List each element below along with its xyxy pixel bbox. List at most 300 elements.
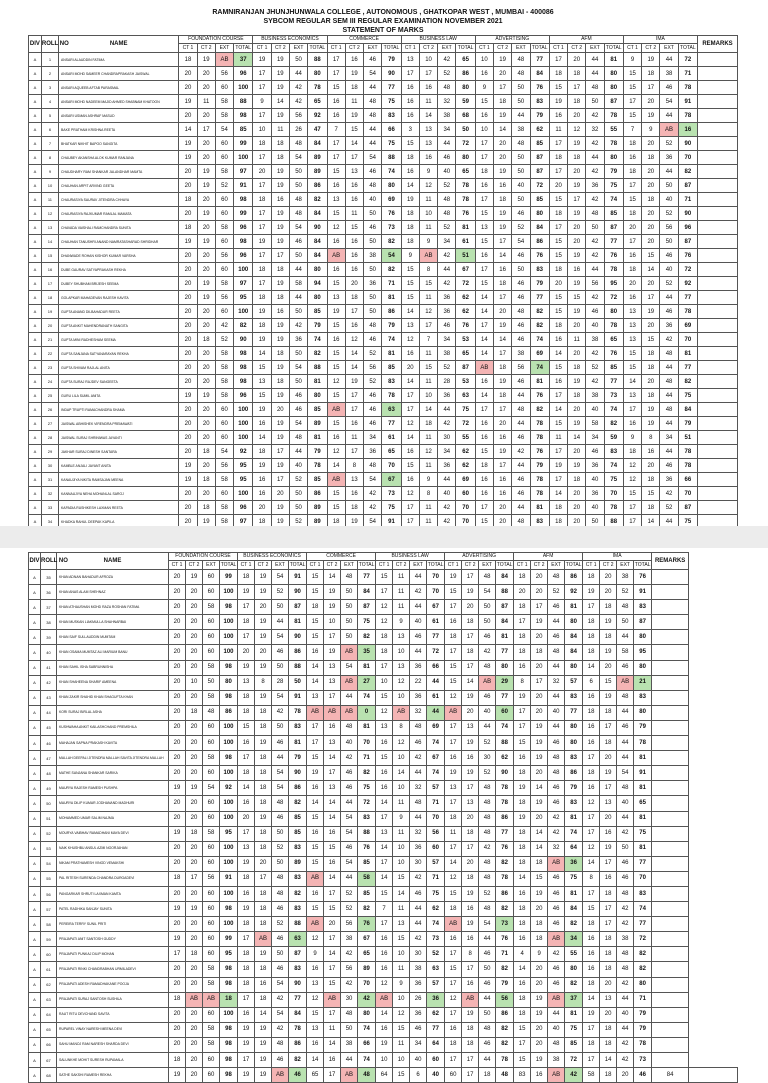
- mark-cell: 20: [179, 501, 197, 515]
- mark-cell: 56: [586, 277, 604, 291]
- subject-total-cell: 80: [220, 675, 238, 690]
- subject-total-cell: 53: [456, 333, 475, 347]
- mark-cell: 20: [186, 1068, 203, 1083]
- div-cell: A: [29, 347, 42, 361]
- mark-cell: 17: [549, 221, 567, 235]
- student-name-cell: GURU LILA SUMIL ANITA: [59, 389, 179, 403]
- mark-cell: 15: [327, 81, 345, 95]
- mark-cell: 17: [253, 249, 271, 263]
- mark-cell: 42: [438, 515, 456, 529]
- mark-cell: 19: [179, 151, 197, 165]
- div-cell: A: [29, 856, 41, 871]
- mark-cell: 14: [376, 1007, 393, 1022]
- mark-cell: 12: [445, 690, 462, 705]
- mark-cell: 17: [494, 235, 512, 249]
- mark-cell: 42: [586, 193, 604, 207]
- mark-cell: 42: [548, 947, 565, 962]
- mark-cell: 17: [401, 67, 419, 81]
- roll-no-cell: 20: [41, 319, 58, 333]
- mark-cell: 15: [327, 361, 345, 375]
- mark-cell: 16: [623, 249, 641, 263]
- mark-cell: 12: [327, 445, 345, 459]
- mark-cell: 46: [660, 459, 678, 473]
- mark-cell: 44: [660, 53, 678, 67]
- remarks-cell: [698, 389, 738, 403]
- subject-total-cell: 78: [382, 389, 401, 403]
- student-row: [29, 361, 738, 375]
- subject-total-cell: 83: [634, 600, 652, 615]
- mark-cell: 20: [568, 165, 586, 179]
- subject-total-cell: 91: [634, 585, 652, 600]
- subject-total-cell: 100: [220, 645, 238, 660]
- student-name-cell: MOURYA VAIBHAV RAMADHANI MAYA DEVI: [57, 826, 169, 841]
- student-name-cell: KHAN OSAMA MUMTAZ ALI MARIUM BANU: [57, 645, 169, 660]
- subject-total-cell: 81: [565, 886, 583, 901]
- remarks-cell: [698, 193, 738, 207]
- sub-column-header: TOTAL: [457, 44, 474, 51]
- mark-cell: 16: [307, 962, 324, 977]
- mark-cell: 19: [169, 932, 186, 947]
- mark-cell: 13: [324, 675, 341, 690]
- mark-cell: 50: [289, 347, 307, 361]
- mark-cell: 16: [376, 947, 393, 962]
- mark-cell: 18: [623, 165, 641, 179]
- mark-cell: 16: [307, 826, 324, 841]
- mark-cell: 16: [401, 165, 419, 179]
- mark-cell: 14: [600, 1053, 617, 1068]
- mark-cell: 44: [548, 1007, 565, 1022]
- mark-cell: 18: [327, 515, 345, 529]
- mark-cell: 16: [324, 720, 341, 735]
- absent-mark-cell: AB: [445, 917, 462, 932]
- mark-cell: 14: [324, 871, 341, 886]
- mark-cell: 20: [197, 319, 215, 333]
- mark-cell: 54: [215, 445, 233, 459]
- mark-cell: 9: [419, 235, 437, 249]
- roll-no-cell: 54: [41, 856, 57, 871]
- subject-total-cell: 75: [604, 473, 623, 487]
- subject-total-cell: 98: [220, 902, 238, 917]
- subject-total-cell: 34: [565, 932, 583, 947]
- mark-cell: 18: [600, 1068, 617, 1083]
- mark-cell: 15: [345, 221, 363, 235]
- mark-cell: 19: [179, 235, 197, 249]
- mark-cell: 12: [419, 445, 437, 459]
- student-name-cell: GUPTA SHIVAM RAJLAL ANITA: [59, 361, 179, 375]
- mark-cell: 36: [410, 841, 427, 856]
- mark-cell: 15: [475, 207, 493, 221]
- mark-cell: 20: [169, 720, 186, 735]
- roll-no-cell: 66: [41, 1037, 57, 1052]
- sub-column-header: CT 2: [494, 44, 512, 53]
- mark-cell: 16: [623, 417, 641, 431]
- mark-cell: 15: [549, 417, 567, 431]
- mark-cell: 18: [238, 615, 255, 630]
- mark-cell: 58: [617, 645, 634, 660]
- subject-total-cell: 80: [308, 291, 327, 305]
- subject-total-cell: 80: [456, 151, 475, 165]
- mark-cell: 42: [512, 445, 530, 459]
- mark-cell: 46: [410, 630, 427, 645]
- mark-cell: 32: [586, 123, 604, 137]
- mark-cell: 18: [531, 932, 548, 947]
- mark-cell: 9: [393, 615, 410, 630]
- div-cell: A: [29, 977, 41, 992]
- subject-header: IMA: [583, 553, 652, 561]
- mark-cell: 40: [410, 1053, 427, 1068]
- subject-total-cell: 82: [289, 1053, 307, 1068]
- absent-mark-cell: AB: [479, 675, 496, 690]
- mark-cell: 9: [623, 53, 641, 67]
- subject-total-cell: 87: [530, 151, 549, 165]
- mark-cell: 16: [376, 781, 393, 796]
- student-name-cell: KHAN SHAHEENA SHARIF AMEENA: [57, 675, 169, 690]
- mark-cell: 58: [203, 962, 220, 977]
- mark-cell: 19: [255, 660, 272, 675]
- mark-cell: 46: [617, 856, 634, 871]
- subject-total-cell: 57: [565, 675, 583, 690]
- mark-cell: 15: [307, 1007, 324, 1022]
- mark-cell: 48: [512, 67, 530, 81]
- mark-cell: 19: [186, 902, 203, 917]
- subject-total-cell: 75: [358, 615, 376, 630]
- roll-no-cell: 35: [41, 570, 57, 585]
- roll-no-cell: 31: [41, 473, 58, 487]
- subject-total-cell: 82: [308, 347, 327, 361]
- sub-column-header: TOTAL: [383, 44, 400, 51]
- mark-cell: 15: [253, 361, 271, 375]
- mark-cell: 44: [272, 615, 289, 630]
- subject-total-cell: 91: [220, 871, 238, 886]
- subject-total-cell: 81: [634, 841, 652, 856]
- mark-cell: 17: [401, 389, 419, 403]
- sub-column-header: CT 2: [419, 44, 437, 53]
- mark-cell: 58: [203, 1037, 220, 1052]
- subject-total-cell: 81: [530, 375, 549, 389]
- mark-cell: 58: [215, 389, 233, 403]
- mark-cell: 11: [197, 95, 215, 109]
- subject-total-cell: 78: [496, 781, 514, 796]
- student-name-cell: PRAJAPATI ADESH RAMADHAKANE POOJA: [57, 977, 169, 992]
- mark-cell: 14: [324, 1037, 341, 1052]
- subject-total-cell: 90: [289, 766, 307, 781]
- mark-cell: 50: [341, 1022, 358, 1037]
- mark-cell: 15: [514, 736, 531, 751]
- student-row: [29, 207, 738, 221]
- student-row: [29, 751, 738, 766]
- mark-cell: 54: [272, 690, 289, 705]
- mark-cell: 15: [623, 347, 641, 361]
- div-cell: A: [29, 947, 41, 962]
- mark-cell: 16: [324, 856, 341, 871]
- subject-total-cell: 76: [604, 347, 623, 361]
- mark-cell: 18: [600, 962, 617, 977]
- mark-cell: 20: [179, 179, 197, 193]
- mark-cell: 16: [419, 151, 437, 165]
- mark-cell: 13: [376, 720, 393, 735]
- marks-table-1: [28, 35, 738, 529]
- mark-cell: 44: [479, 720, 496, 735]
- subject-total-cell: 69: [427, 720, 445, 735]
- subject-total-cell: 99: [220, 932, 238, 947]
- mark-cell: 54: [341, 660, 358, 675]
- subject-total-cell: 98: [234, 235, 253, 249]
- mark-cell: 54: [364, 67, 382, 81]
- subject-total-cell: 80: [530, 207, 549, 221]
- student-name-cell: KHAN SAIF SULLAUDDIN MUMTAM: [57, 630, 169, 645]
- mark-cell: 18: [642, 501, 660, 515]
- mark-cell: 48: [586, 81, 604, 95]
- subject-total-cell: 98: [220, 1022, 238, 1037]
- mark-cell: 15: [307, 811, 324, 826]
- subject-total-cell: 77: [604, 235, 623, 249]
- subject-total-cell: 50: [289, 675, 307, 690]
- mark-cell: 16: [345, 249, 363, 263]
- mark-cell: 17: [327, 67, 345, 81]
- mark-cell: 18: [583, 570, 600, 585]
- mark-cell: 12: [583, 841, 600, 856]
- sub-column-header: CT 2: [345, 44, 363, 53]
- mark-cell: 15: [345, 123, 363, 137]
- mark-cell: 30: [410, 947, 427, 962]
- mark-cell: 15: [327, 347, 345, 361]
- mark-cell: 16: [401, 95, 419, 109]
- mark-cell: 14: [324, 570, 341, 585]
- mark-cell: 60: [203, 1007, 220, 1022]
- mark-cell: 18: [238, 705, 255, 720]
- mark-cell: 20: [531, 977, 548, 992]
- div-cell: A: [29, 781, 41, 796]
- mark-cell: 19: [255, 947, 272, 962]
- mark-cell: 19: [179, 459, 197, 473]
- mark-cell: 16: [345, 319, 363, 333]
- subject-total-cell: 98: [234, 375, 253, 389]
- mark-cell: 16: [238, 1007, 255, 1022]
- mark-cell: 19: [169, 902, 186, 917]
- subject-total-cell: 78: [308, 81, 327, 95]
- mark-cell: 15: [327, 207, 345, 221]
- mark-cell: 16: [401, 445, 419, 459]
- mark-cell: 20: [253, 501, 271, 515]
- mark-cell: 20: [179, 487, 197, 501]
- subject-total-cell: 75: [565, 871, 583, 886]
- mark-cell: 16: [445, 751, 462, 766]
- mark-cell: 19: [642, 417, 660, 431]
- mark-cell: 48: [479, 781, 496, 796]
- mark-cell: 15: [623, 109, 641, 123]
- subject-total-cell: 76: [382, 207, 401, 221]
- mark-cell: 15: [401, 277, 419, 291]
- subject-total-cell: 63: [382, 403, 401, 417]
- remarks-cell: [698, 263, 738, 277]
- mark-cell: 15: [393, 1022, 410, 1037]
- sub-column-header: TOTAL: [427, 561, 444, 568]
- mark-cell: 46: [548, 917, 565, 932]
- mark-cell: 18: [255, 781, 272, 796]
- mark-cell: 17: [462, 962, 479, 977]
- mark-cell: 48: [364, 109, 382, 123]
- mark-cell: 19: [514, 781, 531, 796]
- mark-cell: 52: [289, 473, 307, 487]
- mark-cell: 9: [253, 95, 271, 109]
- mark-cell: 15: [327, 487, 345, 501]
- subject-total-cell: 78: [308, 459, 327, 473]
- mark-cell: 14: [494, 123, 512, 137]
- mark-cell: 20: [600, 751, 617, 766]
- mark-cell: 50: [289, 165, 307, 179]
- absent-mark-cell: AB: [327, 249, 345, 263]
- mark-cell: 16: [307, 886, 324, 901]
- student-row: [29, 473, 738, 487]
- mark-cell: 18: [514, 630, 531, 645]
- mark-cell: 19: [271, 235, 289, 249]
- mark-cell: 17: [445, 1053, 462, 1068]
- remarks-cell: [698, 123, 738, 137]
- subject-total-cell: 78: [289, 1022, 307, 1037]
- mark-cell: 16: [324, 826, 341, 841]
- student-name-cell: ANSARI USMAN ASHRAF MASUD: [59, 109, 179, 123]
- subject-total-cell: 85: [308, 403, 327, 417]
- subject-total-cell: 79: [308, 319, 327, 333]
- mark-cell: 18: [549, 67, 567, 81]
- mark-cell: 18: [549, 263, 567, 277]
- remarks-cell: [652, 841, 689, 856]
- subject-total-cell: 77: [604, 375, 623, 389]
- mark-cell: 16: [307, 781, 324, 796]
- mark-cell: 17: [345, 403, 363, 417]
- mark-cell: 20: [494, 67, 512, 81]
- div-cell: A: [29, 319, 42, 333]
- mark-cell: 18: [600, 705, 617, 720]
- mark-cell: 10: [393, 841, 410, 856]
- subject-total-cell: 96: [234, 501, 253, 515]
- div-cell: A: [29, 417, 42, 431]
- mark-cell: 38: [586, 333, 604, 347]
- sub-column-header: EXT: [660, 44, 678, 53]
- student-name-cell: CHAUHAN ARPIT ARVIND GEETA: [59, 179, 179, 193]
- subject-total-cell: 85: [234, 123, 253, 137]
- subject-total-cell: 88: [289, 917, 307, 932]
- mark-cell: 20: [197, 375, 215, 389]
- mark-cell: 9: [642, 123, 660, 137]
- mark-cell: 19: [238, 660, 255, 675]
- mark-cell: 17: [238, 992, 255, 1007]
- mark-cell: 18: [253, 445, 271, 459]
- mark-cell: 15: [623, 193, 641, 207]
- mark-cell: 44: [617, 705, 634, 720]
- subject-total-cell: 65: [308, 95, 327, 109]
- mark-cell: 18: [514, 796, 531, 811]
- remarks-cell: [652, 856, 689, 871]
- mark-cell: 44: [512, 417, 530, 431]
- mark-cell: 18: [623, 137, 641, 151]
- mark-cell: 44: [479, 932, 496, 947]
- subject-total-cell: 72: [456, 137, 475, 151]
- remarks-cell: [698, 95, 738, 109]
- subject-total-cell: 85: [308, 473, 327, 487]
- mark-cell: 50: [512, 95, 530, 109]
- subject-total-cell: 100: [220, 917, 238, 932]
- mark-cell: 48: [438, 81, 456, 95]
- mark-cell: 20: [462, 811, 479, 826]
- mark-cell: 16: [271, 193, 289, 207]
- mark-cell: 48: [512, 305, 530, 319]
- mark-cell: 14: [324, 947, 341, 962]
- remarks-cell: [652, 1053, 689, 1068]
- mark-cell: 58: [203, 751, 220, 766]
- subject-total-cell: 81: [530, 501, 549, 515]
- mark-cell: 48: [512, 403, 530, 417]
- mark-cell: 17: [583, 1022, 600, 1037]
- mark-cell: 12: [623, 459, 641, 473]
- mark-cell: 20: [186, 841, 203, 856]
- mark-cell: 20: [494, 515, 512, 529]
- div-cell: A: [29, 67, 42, 81]
- subject-total-cell: 100: [234, 417, 253, 431]
- student-name-cell: NAIK KHUSHBU ANSUL AZMI NOORJAHAN: [57, 841, 169, 856]
- mark-cell: 14: [642, 263, 660, 277]
- mark-cell: 19: [253, 333, 271, 347]
- student-name-cell: SALUNKHE MOHIT SURESH RUPAMALA: [57, 1053, 169, 1068]
- mark-cell: 36: [438, 291, 456, 305]
- mark-cell: 20: [642, 319, 660, 333]
- mark-cell: 20: [186, 1007, 203, 1022]
- mark-cell: 10: [393, 645, 410, 660]
- subject-total-cell: 100: [234, 305, 253, 319]
- subject-total-cell: 80: [308, 67, 327, 81]
- subject-total-cell: 72: [456, 277, 475, 291]
- subject-total-cell: 78: [678, 305, 697, 319]
- subject-total-cell: 89: [308, 515, 327, 529]
- mark-cell: 20: [186, 962, 203, 977]
- mark-cell: 16: [238, 736, 255, 751]
- subject-header: AFM: [549, 36, 623, 44]
- mark-cell: 52: [272, 585, 289, 600]
- mark-cell: 20: [169, 886, 186, 901]
- student-row: [29, 109, 738, 123]
- subject-total-cell: 100: [220, 886, 238, 901]
- mark-cell: 18: [445, 630, 462, 645]
- student-row: [29, 962, 738, 977]
- subject-total-cell: 83: [289, 720, 307, 735]
- mark-cell: 38: [341, 932, 358, 947]
- div-cell: A: [29, 165, 42, 179]
- mark-cell: 17: [445, 720, 462, 735]
- div-cell: A: [29, 645, 41, 660]
- mark-cell: 20: [169, 630, 186, 645]
- mark-cell: 17: [324, 690, 341, 705]
- mark-cell: 52: [272, 917, 289, 932]
- mark-cell: 20: [179, 291, 197, 305]
- mark-cell: 17: [445, 645, 462, 660]
- div-cell: A: [29, 660, 41, 675]
- mark-cell: 44: [289, 263, 307, 277]
- mark-cell: 60: [203, 1053, 220, 1068]
- roll-no-cell: 43: [41, 690, 57, 705]
- mark-cell: 28: [438, 375, 456, 389]
- mark-cell: 52: [438, 67, 456, 81]
- mark-cell: 60: [215, 403, 233, 417]
- mark-cell: 46: [548, 736, 565, 751]
- mark-cell: 11: [419, 501, 437, 515]
- mark-cell: 18: [271, 137, 289, 151]
- mark-cell: 18: [255, 962, 272, 977]
- mark-cell: 18: [475, 165, 493, 179]
- subject-total-cell: 82: [234, 319, 253, 333]
- subject-total-cell: 65: [604, 333, 623, 347]
- mark-cell: 60: [203, 766, 220, 781]
- mark-cell: 60: [215, 417, 233, 431]
